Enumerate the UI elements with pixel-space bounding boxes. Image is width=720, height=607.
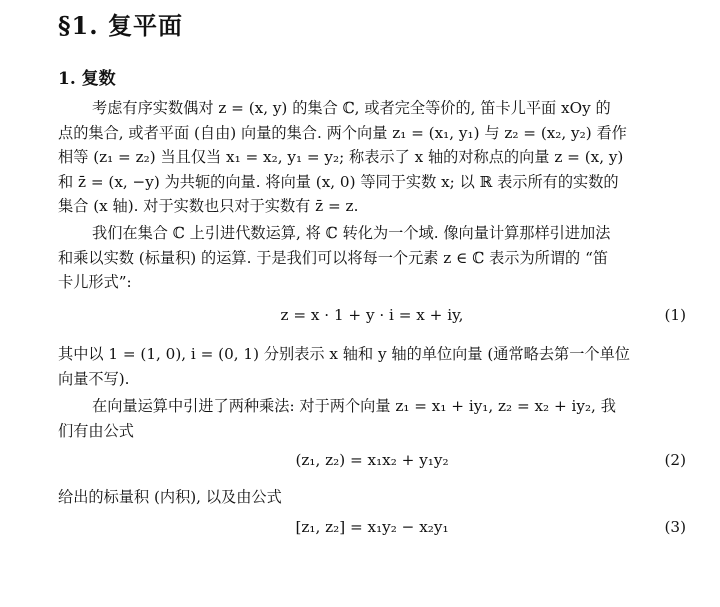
text-line: 我们在集合 ℂ 上引进代数运算, 将 ℂ 转化为一个域. 像向量计算那样引进加法 [92, 224, 611, 242]
text-line: 点的集合, 或者平面 (自由) 向量的集合. 两个向量 z₁ = (x₁, y₁) 与 z₂ = (x₂, y₂) 看作 [58, 123, 627, 142]
text-line: 和乘以实数 (标量积) 的运算. 于是我们可以将每一个元素 z ∈ ℂ 表示为所谓的 “笛 [58, 248, 609, 267]
paragraph-scalar-product [58, 485, 686, 510]
equation-3 [58, 518, 686, 542]
equation-formula: (z₁, z₂) = x₁x₂ + y₁y₂ [295, 451, 449, 469]
section-title: §1. 复平面 [58, 11, 183, 40]
equation-number: (2) [664, 451, 686, 469]
subsection-title: 1. 复数 [58, 69, 116, 89]
text-line: 卡儿形式”: [58, 273, 132, 291]
text-line: 们有由公式 [58, 421, 134, 440]
equation-formula: [z₁, z₂] = x₁y₂ − x₂y₁ [295, 518, 449, 536]
equation-2 [58, 451, 686, 475]
equation-number: (1) [664, 306, 686, 324]
paragraph-complex-numbers-definition [58, 96, 686, 219]
paragraph-two-products [58, 394, 686, 443]
equation-1 [58, 306, 686, 330]
paragraph-algebraic-operations [58, 221, 686, 295]
text-line: 在向量运算中引进了两种乘法: 对于两个向量 z₁ = x₁ + iy₁, z₂ = x₂ + iy₂, 我 [92, 397, 616, 415]
text-line: 向量不写). [58, 369, 130, 388]
text-line: 给出的标量积 (内积), 以及由公式 [58, 488, 282, 506]
text-line: 其中以 1 = (1, 0), i = (0, 1) 分别表示 x 轴和 y 轴的单位向量 (通常略去第一个单位 [58, 345, 630, 363]
text-line: 和 z̄ = (x, −y) 为共轭的向量. 将向量 (x, 0) 等同于实数 x; 以 ℝ 表示所有的实数的 [58, 172, 619, 191]
text-line: 集合 (x 轴). 对于实数也只对于实数有 z̄ = z. [58, 197, 359, 215]
equation-formula: z = x · 1 + y · i = x + iy, [280, 306, 464, 324]
equation-number: (3) [664, 518, 686, 536]
text-line: 考虑有序实数偶对 z = (x, y) 的集合 ℂ, 或者完全等价的, 笛卡儿平面 xOy 的 [92, 99, 611, 117]
paragraph-unit-vectors [58, 342, 686, 391]
text-line: 相等 (z₁ = z₂) 当且仅当 x₁ = x₂, y₁ = y₂; 称表示了 x 轴的对称点的向量 z = (x, y) [58, 148, 624, 166]
